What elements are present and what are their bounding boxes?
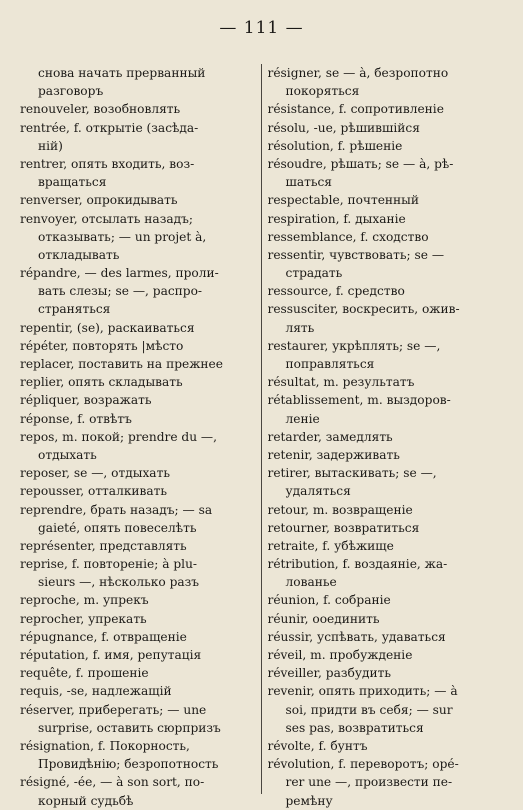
entry-line: repousser, отталкивать bbox=[20, 484, 168, 499]
entry-line: отдыхать bbox=[38, 447, 97, 462]
right-column bbox=[262, 64, 504, 808]
entry-line: удаляться bbox=[285, 484, 351, 499]
entry-line: gaieté, опять повеселѣть bbox=[38, 520, 197, 535]
entry-line: rétablissement, m. выздоров- bbox=[267, 393, 451, 408]
entry-line: renvoyer, отсылать назадъ; bbox=[20, 211, 193, 226]
entry-line: ressource, f. средство bbox=[267, 284, 405, 299]
entry-line: sieurs —, нѣсколько разъ bbox=[38, 575, 200, 590]
entry-line: разговоръ bbox=[38, 84, 104, 99]
entry-line: откладывать bbox=[38, 247, 120, 262]
entry-line: révolution, f. переворотъ; opé- bbox=[267, 757, 459, 772]
entry-line: reprocher, упрекать bbox=[20, 611, 147, 626]
entry-line: résultat, m. результатъ bbox=[267, 375, 415, 390]
entry-line: renouveler, возобновлять bbox=[20, 102, 181, 117]
entry-line: retirer, вытаскивать; se —, bbox=[267, 466, 437, 481]
entry-line: surprise, оставить сюрпризъ bbox=[38, 720, 221, 735]
entry-line: réunion, f. собраніе bbox=[267, 593, 391, 608]
entry-line: respiration, f. дыханіе bbox=[267, 211, 406, 226]
entry-line: renverser, опрокидывать bbox=[20, 193, 178, 208]
entry-line: revenir, опять приходить; — à bbox=[267, 684, 458, 699]
entry-line: леніе bbox=[285, 411, 320, 426]
entry-line: résigner, se — à, безропотно bbox=[267, 66, 449, 80]
entry-line: retarder, замедлять bbox=[267, 429, 393, 444]
entry-line: reprendre, брать назадъ; — sa bbox=[20, 502, 213, 517]
entry-line: вать слезы; se —, распро- bbox=[38, 284, 203, 299]
entry-line: отказывать; — un projet à, bbox=[38, 229, 207, 244]
entry-line: réunir, ооединить bbox=[267, 611, 380, 626]
entry-line: лять bbox=[285, 320, 315, 335]
entry-line: retourner, возвратиться bbox=[267, 520, 420, 535]
entry-line: reprise, f. повтореніе; à plu- bbox=[20, 557, 198, 572]
entry-line: repos, m. покой; prendre du —, bbox=[20, 429, 217, 444]
entry-line: requête, f. прошеніе bbox=[20, 666, 149, 681]
entry-line: ses pas, возвратиться bbox=[285, 720, 424, 735]
entry-line: restaurer, укрѣплять; se —, bbox=[267, 338, 441, 353]
entry-line: покоряться bbox=[285, 84, 360, 99]
entry-line: résoudre, рѣшать; se — à, рѣ- bbox=[267, 156, 454, 171]
entry-line: страдать bbox=[285, 266, 343, 281]
entry-line: ressusciter, воскресить, ожив- bbox=[267, 302, 460, 317]
entry-line: soi, придти въ себя; — sur bbox=[285, 702, 453, 717]
entry-line: replier, опять складывать bbox=[20, 375, 183, 390]
page-number: — 111 — bbox=[219, 18, 304, 38]
entry-line: корный судьбѣ bbox=[38, 793, 134, 808]
entry-line: ressentir, чувствовать; se — bbox=[267, 247, 445, 262]
entry-line: Провидѣнію; безропотность bbox=[38, 757, 219, 772]
entry-line: шаться bbox=[285, 175, 332, 190]
entry-line: reposer, se —, отдыхать bbox=[20, 466, 170, 481]
entry-line: retour, m. возвращеніе bbox=[267, 502, 413, 517]
entry-line: résigné, -ée, — à son sort, по- bbox=[20, 775, 205, 790]
entry-line: retenir, задерживать bbox=[267, 447, 400, 462]
entry-line: réveil, m. пробужденіе bbox=[267, 648, 413, 662]
columns bbox=[20, 64, 503, 808]
entry-line: снова начать прерванный bbox=[38, 66, 206, 80]
entry-line: réputation, f. имя, репутація bbox=[20, 648, 202, 662]
entry-line: réussir, успѣвать, удаваться bbox=[267, 629, 446, 644]
entry-line: ressemblance, f. сходство bbox=[267, 229, 429, 244]
entry-line: respectable, почтенный bbox=[267, 193, 419, 208]
entry-line: replacer, поставить на прежнее bbox=[20, 357, 223, 371]
entry-line: rentrée, f. открытіе (засѣда- bbox=[20, 120, 199, 135]
entry-line: вращаться bbox=[38, 175, 107, 190]
entry-line: résolu, -ue, рѣшившійся bbox=[267, 120, 420, 135]
entry-line: réveiller, разбудить bbox=[267, 666, 392, 681]
left-column bbox=[20, 64, 262, 808]
entry-line: repentir, (se), раскаиваться bbox=[20, 320, 195, 335]
entry-line: répugnance, f. отвращеніе bbox=[20, 629, 187, 644]
entry-line: répandre, — des larmes, проли- bbox=[20, 266, 219, 281]
entry-line: страняться bbox=[38, 302, 111, 317]
entry-line: retraite, f. убѣжище bbox=[267, 538, 394, 553]
entry-line: reproche, m. упрекъ bbox=[20, 593, 149, 608]
entry-line: résistance, f. сопротивленіе bbox=[267, 102, 444, 117]
entry-line: résignation, f. Покорность, bbox=[20, 738, 190, 753]
entry-line: лованье bbox=[285, 575, 337, 590]
entry-line: ній) bbox=[38, 138, 63, 153]
entry-line: réponse, f. отвѣтъ bbox=[20, 411, 132, 426]
entry-line: répéter, повторять |мѣсто bbox=[20, 338, 184, 353]
entry-line: répliquer, возражать bbox=[20, 393, 152, 408]
entry-line: réserver, приберегать; — une bbox=[20, 702, 207, 717]
entry-line: поправляться bbox=[285, 357, 375, 371]
entry-line: rentrer, опять входить, воз- bbox=[20, 156, 195, 171]
entry-line: ремѣну bbox=[285, 793, 333, 808]
entry-line: résolution, f. рѣшеніе bbox=[267, 138, 403, 153]
entry-line: requis, -se, надлежащій bbox=[20, 684, 172, 699]
entry-line: rer une —, произвести пе- bbox=[285, 775, 453, 790]
entry-line: représenter, представлять bbox=[20, 538, 187, 553]
entry-line: rétribution, f. воздаяніе, жа- bbox=[267, 557, 448, 572]
entry-line: révolte, f. бунтъ bbox=[267, 738, 368, 753]
